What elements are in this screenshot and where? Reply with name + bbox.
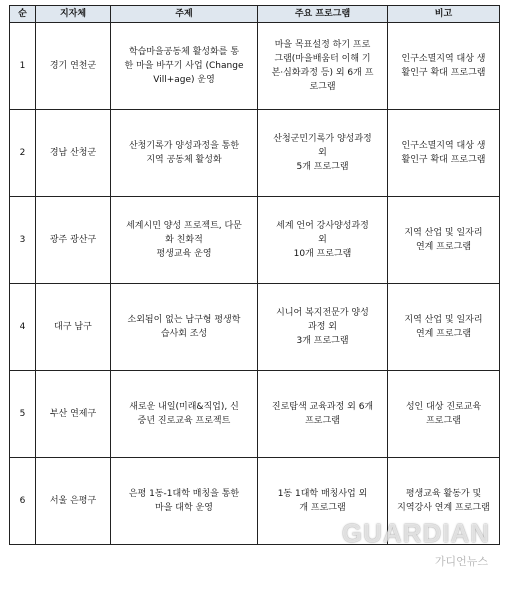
program-cell: 산청군민기록가 양성과정 외 5개 프로그램 — [258, 110, 388, 197]
col-header-program: 주요 프로그램 — [258, 6, 388, 23]
note-cell: 성인 대상 진로교육 프로그램 — [388, 371, 500, 458]
program-cell: 시니어 복지전문가 양성 과정 외 3개 프로그램 — [258, 284, 388, 371]
topic-cell: 은평 1동-1대학 매칭을 통한 마을 대학 운영 — [111, 458, 258, 545]
row-number: 3 — [10, 197, 36, 284]
watermark-subtext: 가디언뉴스 — [434, 555, 488, 568]
note-cell: 평생교육 활동가 및 지역강사 연계 프로그램 — [388, 458, 500, 545]
table-row — [10, 197, 500, 284]
col-header-topic: 주제 — [111, 6, 258, 23]
region-cell: 경기 연천군 — [36, 23, 111, 110]
watermark-logo: GUARDIAN — [341, 518, 490, 548]
program-cell: 1동 1대학 매칭사업 외 개 프로그램 — [258, 458, 388, 545]
region-cell: 부산 연제구 — [36, 371, 111, 458]
note-cell: 인구소멸지역 대상 생 활인구 확대 프로그램 — [388, 23, 500, 110]
program-table — [9, 5, 500, 545]
program-cell: 진로탐색 교육과정 외 6개 프로그램 — [258, 371, 388, 458]
table-row — [10, 371, 500, 458]
program-cell: 마을 목표설정 하기 프로 그램(마을배움터 이해 기 본·심화과정 등) 외 6개 프 로그램 — [258, 23, 388, 110]
topic-cell: 새로운 내일(미래&직업), 신 중년 진로교육 프로젝트 — [111, 371, 258, 458]
header-row — [10, 6, 500, 23]
row-number: 2 — [10, 110, 36, 197]
row-number: 6 — [10, 458, 36, 545]
note-cell: 지역 산업 및 일자리 연계 프로그램 — [388, 284, 500, 371]
table-row — [10, 23, 500, 110]
topic-cell: 학습마을공동체 활성화를 통 한 마을 바꾸기 사업 (Change Vill+age) 운영 — [111, 23, 258, 110]
region-cell: 서울 은평구 — [36, 458, 111, 545]
topic-cell: 세계시민 양성 프로젝트, 다문 화 친화적 평생교육 운영 — [111, 197, 258, 284]
region-cell: 광주 광산구 — [36, 197, 111, 284]
program-cell: 세계 언어 강사양성과정 외 10개 프로그램 — [258, 197, 388, 284]
note-cell: 인구소멸지역 대상 생 활인구 확대 프로그램 — [388, 110, 500, 197]
col-header-region: 지자체 — [36, 6, 111, 23]
row-number: 1 — [10, 23, 36, 110]
table-row — [10, 110, 500, 197]
table-row — [10, 284, 500, 371]
note-cell: 지역 산업 및 일자리 연계 프로그램 — [388, 197, 500, 284]
row-number: 5 — [10, 371, 36, 458]
col-header-note: 비고 — [388, 6, 500, 23]
row-number: 4 — [10, 284, 36, 371]
topic-cell: 소외됨이 없는 남구형 평생학 습사회 조성 — [111, 284, 258, 371]
region-cell: 경남 산청군 — [36, 110, 111, 197]
region-cell: 대구 남구 — [36, 284, 111, 371]
topic-cell: 산청기록가 양성과정을 통한 지역 공동체 활성화 — [111, 110, 258, 197]
col-header-no: 순 — [10, 6, 36, 23]
